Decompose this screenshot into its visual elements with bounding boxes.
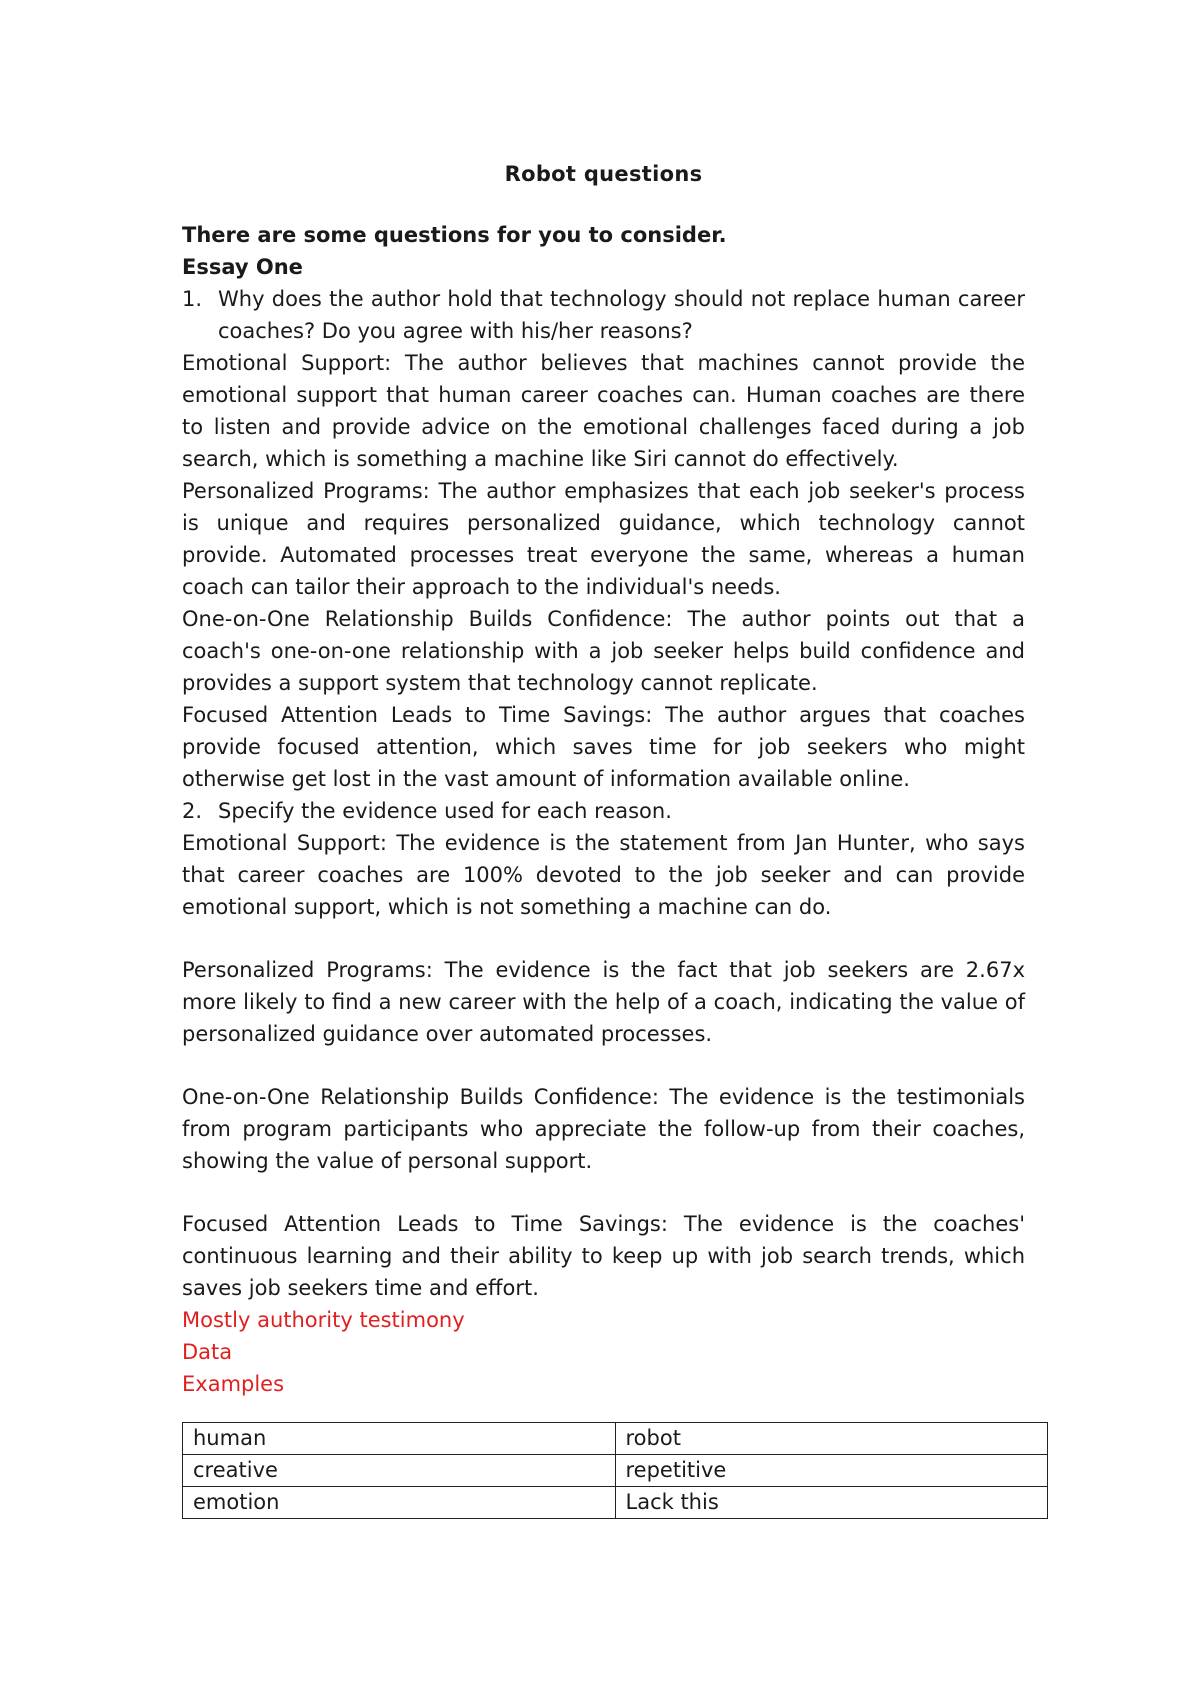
reason-emotional-support: Emotional Support: The author believes that machines cannot provide the emotional support that human career coaches can. Human coaches are there to listen and provide advice on the emotional challenges faced during a job search, which is something a machine like Siri cannot do effectively. (182, 351, 1025, 471)
question-2-number: 2. (182, 799, 203, 823)
table-row (183, 1455, 1048, 1487)
table-row (183, 1487, 1048, 1519)
table-cell: human (183, 1423, 616, 1455)
table-cell: emotion (183, 1487, 616, 1519)
reason-one-on-one: One-on-One Relationship Builds Confidence: The author points out that a coach's one-on-one relationship with a job seeker helps build confidence and provides a support system that technology cannot replicate. (182, 607, 1025, 695)
table-cell: repetitive (615, 1455, 1048, 1487)
evidence-type-authority: Mostly authority testimony (182, 1308, 465, 1332)
document-body (182, 219, 1025, 1400)
question-1 (182, 283, 1025, 347)
question-1-number: 1. (182, 287, 203, 311)
evidence-focused-attention: Focused Attention Leads to Time Savings: The evidence is the coaches' continuous learning and their ability to keep up with job search trends, which saves job seekers time and effort. (182, 1212, 1025, 1300)
human-robot-table (182, 1422, 1048, 1519)
question-2 (182, 795, 1025, 827)
evidence-emotional-support: Emotional Support: The evidence is the statement from Jan Hunter, who says that career coaches are 100% devoted to the job seeker and can provide emotional support, which is not something a machine can do. (182, 831, 1025, 919)
question-1-text: Why does the author hold that technology should not replace human career coaches? Do you agree with his/her reasons? (218, 287, 1025, 343)
table-row (183, 1423, 1048, 1455)
evidence-one-on-one: One-on-One Relationship Builds Confidence: The evidence is the testimonials from program participants who appreciate the follow-up from their coaches, showing the value of personal support. (182, 1085, 1025, 1173)
table-cell: Lack this (615, 1487, 1048, 1519)
essay-heading: Essay One (182, 255, 303, 279)
table-cell: robot (615, 1423, 1048, 1455)
intro-line: There are some questions for you to consider. (182, 223, 727, 247)
table-cell: creative (183, 1455, 616, 1487)
evidence-type-examples: Examples (182, 1372, 285, 1396)
page-title: Robot questions (504, 162, 703, 186)
evidence-type-data: Data (182, 1340, 233, 1364)
reason-focused-attention: Focused Attention Leads to Time Savings: The author argues that coaches provide focused attention, which saves time for job seekers who might otherwise get lost in the vast amount of information available online. (182, 703, 1025, 791)
reason-personalized-programs: Personalized Programs: The author emphasizes that each job seeker's process is unique and requires personalized guidance, which technology cannot provide. Automated processes treat everyone the same, whereas a human coach can tailor their approach to the individual's needs. (182, 479, 1025, 599)
question-2-text: Specify the evidence used for each reason. (218, 799, 672, 823)
evidence-personalized-programs: Personalized Programs: The evidence is the fact that job seekers are 2.67x more likely to find a new career with the help of a coach, indicating the value of personalized guidance over automated processes. (182, 958, 1025, 1046)
